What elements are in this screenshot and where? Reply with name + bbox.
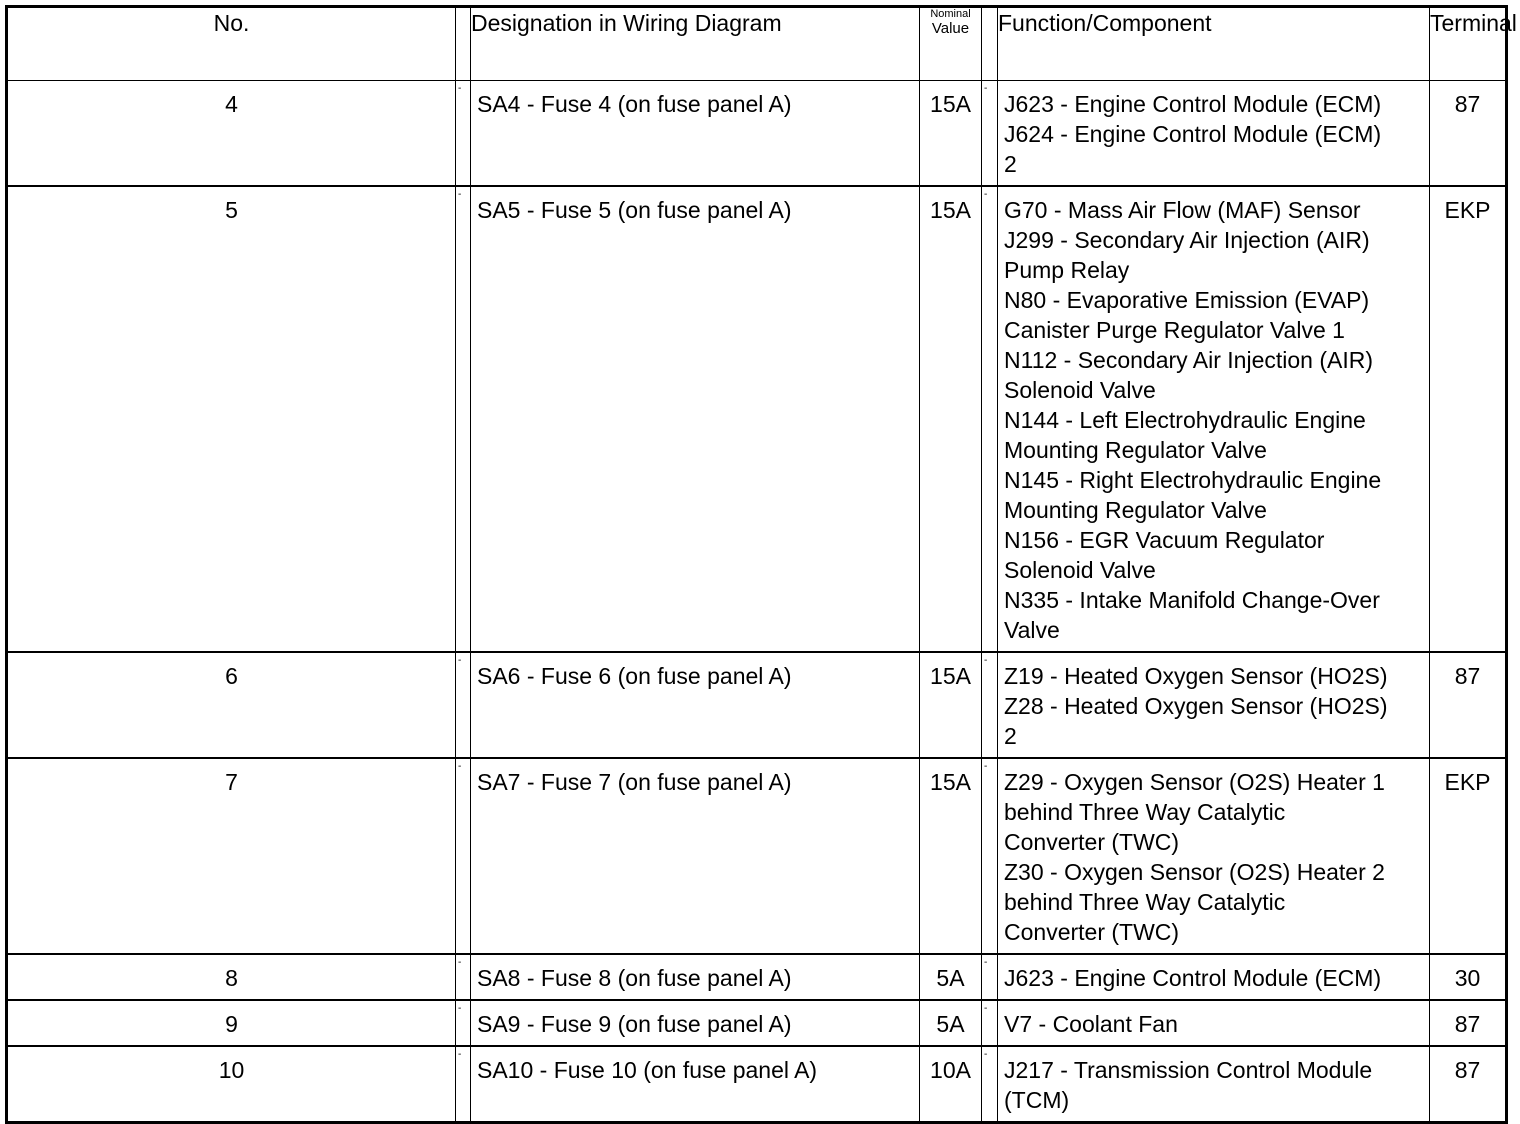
row-spacer-mark: - — [456, 954, 471, 1000]
function-line: N80 - Evaporative Emission (EVAP) — [1004, 287, 1370, 313]
function-line: N145 - Right Electrohydraulic Engine — [1004, 467, 1382, 493]
row-function-component — [998, 81, 1430, 187]
row-terminal: EKP — [1430, 758, 1507, 954]
function-line: N156 - EGR Vacuum Regulator — [1004, 527, 1325, 553]
row-number: 7 — [7, 758, 456, 954]
function-line: Mounting Regulator Valve — [1004, 497, 1267, 523]
function-line: V7 - Coolant Fan — [1004, 1011, 1178, 1037]
row-designation: SA4 - Fuse 4 (on fuse panel A) — [471, 81, 920, 187]
row-spacer-mark: - — [456, 186, 471, 652]
table-body — [7, 81, 1507, 1123]
row-designation: SA7 - Fuse 7 (on fuse panel A) — [471, 758, 920, 954]
row-number: 6 — [7, 652, 456, 758]
row-terminal: 87 — [1430, 1046, 1507, 1123]
function-line: behind Three Way Catalytic — [1004, 889, 1286, 915]
row-terminal: 87 — [1430, 1000, 1507, 1046]
function-line: Solenoid Valve — [1004, 377, 1156, 403]
table-row — [7, 81, 1507, 187]
function-line: J623 - Engine Control Module (ECM) — [1004, 91, 1382, 117]
row-number: 4 — [7, 81, 456, 187]
row-number: 9 — [7, 1000, 456, 1046]
function-line: Converter (TWC) — [1004, 919, 1180, 945]
row-terminal: EKP — [1430, 186, 1507, 652]
row-spacer-mark-2: - — [982, 186, 998, 652]
row-nominal-value: 15A — [920, 81, 982, 187]
function-line: Z28 - Heated Oxygen Sensor (HO2S) — [1004, 693, 1388, 719]
row-spacer-mark-2: - — [982, 81, 998, 187]
function-line: J217 - Transmission Control Module — [1004, 1057, 1373, 1083]
row-designation: SA9 - Fuse 9 (on fuse panel A) — [471, 1000, 920, 1046]
row-nominal-value: 15A — [920, 652, 982, 758]
function-line: 2 — [1004, 723, 1017, 749]
row-function-component — [998, 758, 1430, 954]
row-spacer-mark: - — [456, 758, 471, 954]
row-terminal: 87 — [1430, 652, 1507, 758]
table-header-row — [7, 7, 1507, 81]
function-line: Mounting Regulator Valve — [1004, 437, 1267, 463]
function-line: Converter (TWC) — [1004, 829, 1180, 855]
row-spacer-mark-2: - — [982, 652, 998, 758]
row-nominal-value: 15A — [920, 758, 982, 954]
table-row — [7, 954, 1507, 1000]
row-nominal-value: 5A — [920, 1000, 982, 1046]
row-function-component — [998, 1000, 1430, 1046]
row-number: 5 — [7, 186, 456, 652]
table-row — [7, 1046, 1507, 1123]
row-function-component — [998, 954, 1430, 1000]
function-line: N335 - Intake Manifold Change-Over — [1004, 587, 1380, 613]
row-terminal: 87 — [1430, 81, 1507, 187]
row-spacer-mark-2: - — [982, 954, 998, 1000]
function-line: behind Three Way Catalytic — [1004, 799, 1286, 825]
function-line: 2 — [1004, 151, 1017, 177]
row-spacer-mark: - — [456, 81, 471, 187]
header-nominal-line2: Value — [931, 20, 970, 37]
header-terminal: Terminal — [1430, 7, 1507, 81]
function-line: Pump Relay — [1004, 257, 1130, 283]
function-line: J624 - Engine Control Module (ECM) — [1004, 121, 1382, 147]
row-function-component — [998, 186, 1430, 652]
row-nominal-value: 5A — [920, 954, 982, 1000]
row-terminal: 30 — [1430, 954, 1507, 1000]
row-spacer-mark: - — [456, 652, 471, 758]
function-line: N112 - Secondary Air Injection (AIR) — [1004, 347, 1374, 373]
table-row — [7, 758, 1507, 954]
header-nominal-line1: Nominal — [930, 8, 971, 20]
row-number: 10 — [7, 1046, 456, 1123]
fuse-table — [5, 5, 1517, 1124]
row-designation: SA8 - Fuse 8 (on fuse panel A) — [471, 954, 920, 1000]
row-designation: SA6 - Fuse 6 (on fuse panel A) — [471, 652, 920, 758]
function-line: G70 - Mass Air Flow (MAF) Sensor — [1004, 197, 1361, 223]
header-spacer-2 — [982, 7, 998, 81]
function-line: (TCM) — [1004, 1087, 1070, 1113]
row-spacer-mark: - — [456, 1000, 471, 1046]
row-spacer-mark-2: - — [982, 1046, 998, 1123]
row-designation: SA10 - Fuse 10 (on fuse panel A) — [471, 1046, 920, 1123]
function-line: Z19 - Heated Oxygen Sensor (HO2S) — [1004, 663, 1388, 689]
row-spacer-mark-2: - — [982, 758, 998, 954]
function-line: Solenoid Valve — [1004, 557, 1156, 583]
row-spacer-mark: - — [456, 1046, 471, 1123]
function-line: Valve — [1004, 617, 1060, 643]
row-designation: SA5 - Fuse 5 (on fuse panel A) — [471, 186, 920, 652]
function-line: Z29 - Oxygen Sensor (O2S) Heater 1 — [1004, 769, 1385, 795]
header-designation: Designation in Wiring Diagram — [471, 7, 920, 81]
header-function-component: Function/Component — [998, 7, 1430, 81]
table-row — [7, 1000, 1507, 1046]
row-number: 8 — [7, 954, 456, 1000]
table-row — [7, 186, 1507, 652]
function-line: N144 - Left Electrohydraulic Engine — [1004, 407, 1366, 433]
function-line: J299 - Secondary Air Injection (AIR) — [1004, 227, 1370, 253]
function-line: J623 - Engine Control Module (ECM) — [1004, 965, 1382, 991]
function-line: Z30 - Oxygen Sensor (O2S) Heater 2 — [1004, 859, 1385, 885]
row-spacer-mark-2: - — [982, 1000, 998, 1046]
header-spacer — [456, 7, 471, 81]
row-function-component — [998, 652, 1430, 758]
header-no: No. — [7, 7, 456, 81]
table-row — [7, 652, 1507, 758]
header-nominal-value — [920, 7, 982, 81]
row-function-component — [998, 1046, 1430, 1123]
row-nominal-value: 15A — [920, 186, 982, 652]
function-line: Canister Purge Regulator Valve 1 — [1004, 317, 1345, 343]
row-nominal-value: 10A — [920, 1046, 982, 1123]
